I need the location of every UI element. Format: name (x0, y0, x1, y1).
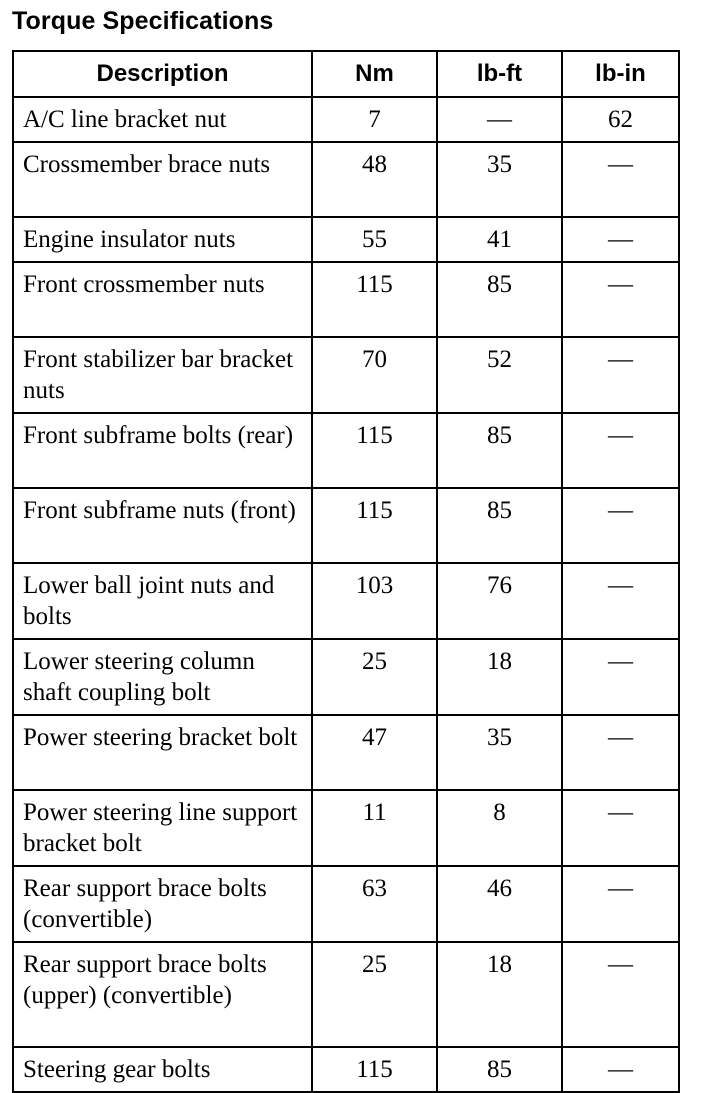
cell-nm: 115 (312, 488, 437, 563)
table-row (13, 337, 679, 413)
cell-description: Front subframe bolts (rear) (13, 413, 312, 488)
cell-description: Rear support brace bolts (upper) (convertible) (13, 942, 312, 1047)
cell-lbft: 85 (437, 1047, 562, 1092)
cell-lbft: 85 (437, 262, 562, 337)
header-description: Description (13, 51, 312, 97)
header-nm: Nm (312, 51, 437, 97)
table-header-row (13, 51, 679, 97)
torque-spec-table (12, 50, 680, 1093)
table-row (13, 866, 679, 942)
page-title: Torque Specifications (12, 7, 274, 35)
cell-description: Front subframe nuts (front) (13, 488, 312, 563)
cell-nm: 103 (312, 563, 437, 639)
cell-lbin: — (562, 639, 679, 715)
cell-lbin: — (562, 413, 679, 488)
cell-lbft: — (437, 97, 562, 142)
cell-lbin: — (562, 217, 679, 262)
cell-nm: 55 (312, 217, 437, 262)
cell-nm: 47 (312, 715, 437, 790)
table-row (13, 97, 679, 142)
cell-lbft: 18 (437, 942, 562, 1047)
cell-lbft: 35 (437, 142, 562, 217)
cell-description: Power steering bracket bolt (13, 715, 312, 790)
table-row (13, 262, 679, 337)
cell-description: Front crossmember nuts (13, 262, 312, 337)
cell-lbin: — (562, 790, 679, 866)
table-row (13, 639, 679, 715)
table-row (13, 790, 679, 866)
cell-nm: 25 (312, 639, 437, 715)
cell-lbin: — (562, 563, 679, 639)
cell-lbin: 62 (562, 97, 679, 142)
cell-lbft: 35 (437, 715, 562, 790)
cell-nm: 48 (312, 142, 437, 217)
cell-lbin: — (562, 942, 679, 1047)
table-row (13, 942, 679, 1047)
cell-description: Front stabilizer bar bracket nuts (13, 337, 312, 413)
cell-lbft: 18 (437, 639, 562, 715)
cell-description: Power steering line support bracket bolt (13, 790, 312, 866)
header-lbft: lb-ft (437, 51, 562, 97)
cell-description: Crossmember brace nuts (13, 142, 312, 217)
table-row (13, 413, 679, 488)
cell-lbin: — (562, 715, 679, 790)
cell-nm: 115 (312, 262, 437, 337)
table-row (13, 217, 679, 262)
cell-nm: 11 (312, 790, 437, 866)
table-row (13, 563, 679, 639)
cell-nm: 115 (312, 413, 437, 488)
table-row (13, 1047, 679, 1092)
cell-lbft: 85 (437, 488, 562, 563)
cell-lbft: 76 (437, 563, 562, 639)
cell-nm: 7 (312, 97, 437, 142)
cell-lbin: — (562, 262, 679, 337)
cell-description: Engine insulator nuts (13, 217, 312, 262)
table-row (13, 488, 679, 563)
cell-description: Rear support brace bolts (convertible) (13, 866, 312, 942)
cell-lbft: 8 (437, 790, 562, 866)
cell-nm: 70 (312, 337, 437, 413)
cell-description: Steering gear bolts (13, 1047, 312, 1092)
header-lbin: lb-in (562, 51, 679, 97)
cell-lbft: 41 (437, 217, 562, 262)
cell-lbin: — (562, 866, 679, 942)
cell-description: Lower ball joint nuts and bolts (13, 563, 312, 639)
cell-lbft: 85 (437, 413, 562, 488)
table-row (13, 715, 679, 790)
cell-nm: 63 (312, 866, 437, 942)
cell-lbft: 52 (437, 337, 562, 413)
cell-description: A/C line bracket nut (13, 97, 312, 142)
cell-lbin: — (562, 1047, 679, 1092)
table-row (13, 142, 679, 217)
cell-lbft: 46 (437, 866, 562, 942)
cell-description: Lower steering column shaft coupling bolt (13, 639, 312, 715)
cell-nm: 25 (312, 942, 437, 1047)
cell-lbin: — (562, 488, 679, 563)
cell-lbin: — (562, 142, 679, 217)
cell-lbin: — (562, 337, 679, 413)
cell-nm: 115 (312, 1047, 437, 1092)
